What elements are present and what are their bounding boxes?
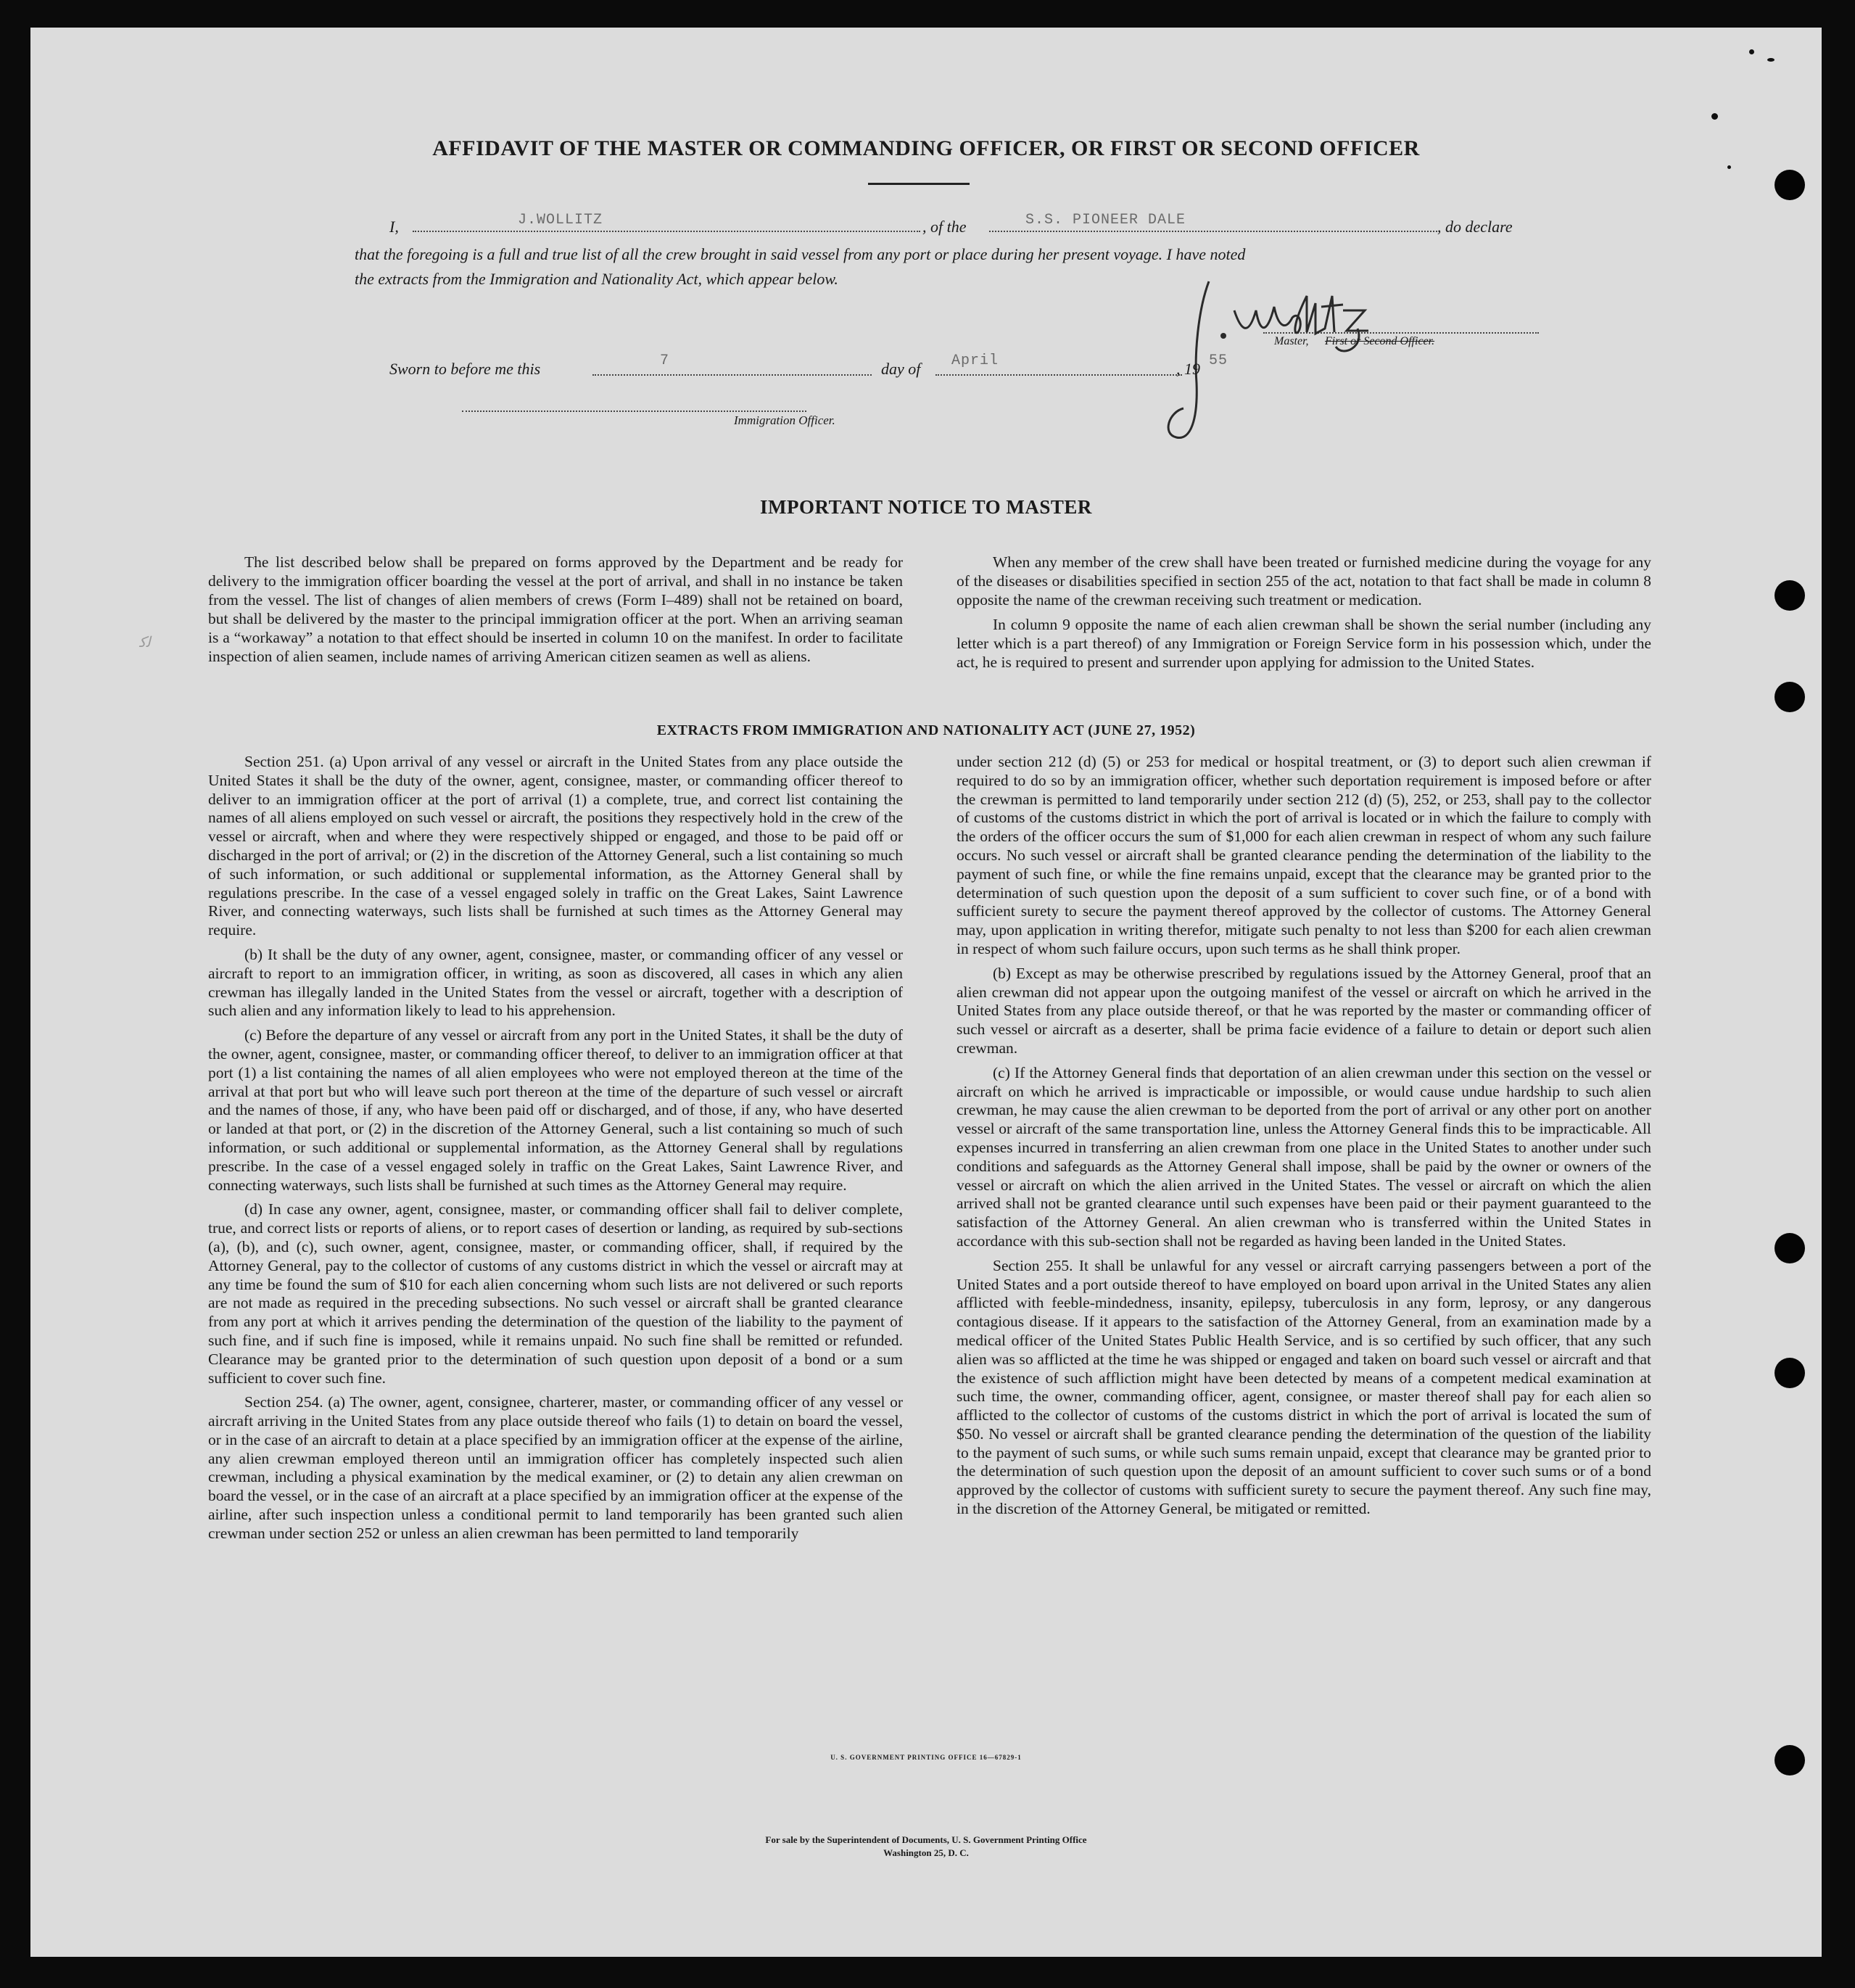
month-value: April <box>951 352 999 369</box>
declaration-line-2: that the foregoing is a full and true list of all the crew brought in said vessel from any port or place during her present voyage. I have noted <box>355 245 1246 263</box>
sale-notice <box>30 1834 1822 1860</box>
section-paragraph: Section 251. (a) Upon arrival of any vessel or aircraft in the United States from any place outside the United States it shall be the duty of the owner, agent, consignee, master, or commanding officer thereof to deliver to an immigration officer at the port of arrival (1) a complete, true, and correct list containing the names of all aliens employed on such vessel or aircraft, the positions they respectively hold in the crew of the vessel or aircraft, when and where they were respectively shipped or engaged, and those to be paid off or discharged in the port of arrival; or (2) in the discretion of the Attorney General, such a list containing so much of such information, or such additional or supplemental information, as the Attorney General shall by regulations prescribe. In the case of a vessel engaged solely in traffic on the Great Lakes, Saint Lawrence River, and connecting waterways, such lists shall be furnished at such times as the Attorney General may require. <box>208 753 903 939</box>
section-paragraph: (b) It shall be the duty of any owner, agent, consignee, master, or commanding officer of any vessel or aircraft to report to an immigration officer, in writing, as soon as discovered, all cases in which any alien crewman has illegally landed in the United States from the vessel or aircraft, together with a description of such alien and any information likely to lead to his apprehension. <box>208 945 903 1020</box>
vessel-name: S.S. PIONEER DALE <box>1025 212 1186 228</box>
speck <box>1749 49 1754 54</box>
extracts-right-column <box>957 753 1651 1525</box>
punch-hole <box>1775 1358 1805 1388</box>
month-line <box>935 374 1182 376</box>
section-paragraph: (b) Except as may be otherwise prescribed by regulations issued by the Attorney General, proof that an alien crewman did not appear upon the outgoing manifest of the vessel or aircraft on which he arrived in the United States from any place outside thereof, or that he was reported by the master or commanding officer of such vessel or aircraft as a deserter, shall be prima facie evidence of a failure to detain or deport such alien crewman. <box>957 964 1651 1057</box>
section-paragraph: Section 254. (a) The owner, agent, consignee, charterer, master, or commanding officer of any vessel or aircraft arriving in the United States from any place outside thereof who fails (1) to detain on board the vessel, or in the case of an aircraft to detain at a place specified by an immigration officer at the expense of the airline, any alien crewman employed thereon until an immigration officer has completely inspected such alien crewman, including a physical examination by the medical examiner, or (2) to detain any alien crewman on board the vessel, or in the case of an aircraft at a place specified by an immigration officer at the expense of the airline, after such inspection unless a conditional permit to land temporarily has been granted such alien crewman under section 252 or unless an alien crewman has been permitted to land temporarily <box>208 1393 903 1542</box>
notice-left-paragraph: The list described below shall be prepared on forms approved by the Department and be ready for delivery to the immigration officer boarding the vessel at the port of arrival, and shall in no instance be taken from the vessel. The list of changes of alien members of crews (Form I–489) shall not be retained on board, but shall be delivered by the master to the principal immigration officer at the port. When an arriving seaman is a “workaway” a notation to that effect should be inserted in column 10 on the manifest. In order to facilitate inspection of alien seamen, include names of arriving American citizen seamen as well as aliens. <box>208 553 903 665</box>
extracts-title: EXTRACTS FROM IMMIGRATION AND NATIONALITY ACT (JUNE 27, 1952) <box>656 722 1196 738</box>
section-paragraph: (d) In case any owner, agent, consignee, master, or commanding officer shall fail to deliver complete, true, and correct lists or reports of aliens, or to report cases of desertion or landing, as required by sub-sections (a), (b), and (c), such owner, agent, consignee, master, or commanding officer, shall, if required by the Attorney General, pay to the collector of customs of any customs district in which the vessel or aircraft may at any time be found the sum of $10 for each alien concerning whom such lists are not delivered or such reports are not made as required in the preceding subsections. No such vessel or aircraft shall be granted clearance from any port at which it arrives pending the determination of the question of the liability to the payment of such fine, and if such fine is imposed, while it remains unpaid. No such fine shall be remitted or refunded. Clearance may be granted prior to the determination of such question upon deposit of a bond or a sum sufficient to cover such fine. <box>208 1200 903 1387</box>
officer-line <box>462 411 806 412</box>
speck <box>1767 58 1775 62</box>
margin-mark: ﻟﻛ <box>139 635 151 651</box>
officer-label: Immigration Officer. <box>734 413 835 427</box>
sale-line-1: For sale by the Superintendent of Documents, U. S. Government Printing Office <box>765 1834 1087 1845</box>
declaration-line-3: the extracts from the Immigration and Nationality Act, which appear below. <box>355 270 838 288</box>
of-the-label: , of the <box>922 218 967 236</box>
notice-right-column <box>957 553 1651 677</box>
sworn-label: Sworn to before me this <box>389 360 541 378</box>
master-signature <box>1125 267 1437 455</box>
punch-hole <box>1775 1745 1805 1775</box>
notice-right-paragraph: When any member of the crew shall have been treated or furnished medicine during the voyage for any of the diseases or disabilities specified in section 255 of the act, notation to that fact shall be made in column 8 opposite the name of the crewman receiving such treatment or medication. <box>957 553 1651 609</box>
affidavit-page <box>30 28 1822 1957</box>
extracts-left-column <box>208 753 903 1549</box>
punch-hole <box>1775 580 1805 611</box>
master-label: Master, <box>1274 335 1309 347</box>
punch-hole <box>1775 1233 1805 1263</box>
notice-right-paragraph: In column 9 opposite the name of each alien crewman shall be shown the serial number (including any letter which is a part thereof) of any Immigration or Foreign Service form in his possession which, under the act, he is required to present and surrender upon applying for admission to the United States. <box>957 616 1651 671</box>
i-label: I, <box>389 218 399 236</box>
punch-hole <box>1775 682 1805 712</box>
struck-officer-label: First or Second Officer. <box>1325 335 1435 347</box>
punch-hole <box>1775 170 1805 200</box>
name-line <box>413 231 920 232</box>
notice-left-column <box>208 553 903 672</box>
affidavit-title: AFFIDAVIT OF THE MASTER OR COMMANDING OFFICER, OR FIRST OR SECOND OFFICER <box>432 136 1420 160</box>
day-value: 7 <box>660 352 670 369</box>
do-declare-label: , do declare <box>1437 218 1513 236</box>
sale-line-2: Washington 25, D. C. <box>883 1847 969 1858</box>
speck <box>1727 165 1731 169</box>
section-paragraph: Section 255. It shall be unlawful for any vessel or aircraft carrying passengers between a port of the United States and a port outside thereof to have employed on board upon arrival in the United States any alien afflicted with feeble-mindedness, insanity, epilepsy, tuberculosis in any form, leprosy, or any dangerous contagious disease. If it appears to the satisfaction of the Attorney General, from an examination made by a medical officer of the United States Public Health Service, and is so certified by such officer, that any such alien was so afflicted at the time he was shipped or engaged and taken on board such vessel or aircraft and that the existence of such affliction might have been detected by means of a competent medical examination at such time, the owner, commanding officer, agent, consignee, or master thereof shall pay for each alien so afflicted to the collector of customs of the customs district in which the port of arrival is located the sum of $50. No vessel or aircraft shall be granted clearance pending the determination of the question of the liability to the payment of such sums, or while such sums remain unpaid, except that clearance may be granted prior to the determination of such question upon the deposit of an amount sufficient to cover such sums or of a bond approved by the collector of customs with sufficient surety to secure the payment thereof. Any such fine may, in the discretion of the Attorney General, be mitigated or remitted. <box>957 1256 1651 1518</box>
section-paragraph: (c) Before the departure of any vessel or aircraft from any port in the United States, it shall be the duty of the owner, agent, consignee, master, or commanding officer thereof, to deliver to an immigration officer at that port (1) a list containing the names of all alien employees who were not employed thereon at the time of the arrival at that port but who will leave such port thereon at the time of the departure of such vessel or aircraft and the names of those, if any, who have been paid off or discharged, and of those, if any, who have deserted or landed at that port, or (2) in the discretion of the Attorney General, such a list containing so much of such information, or such additional or supplemental information, as the Attorney General shall by regulations prescribe. In the case of a vessel engaged solely in traffic on the Great Lakes, Saint Lawrence River, and connecting waterways, such lists shall be furnished at such times as the Attorney General may require. <box>208 1026 903 1194</box>
gpo-imprint: U. S. GOVERNMENT PRINTING OFFICE 16—67829-1 <box>830 1754 1022 1761</box>
year-prefix: , 19 <box>1176 360 1200 378</box>
section-paragraph: under section 212 (d) (5) or 253 for medical or hospital treatment, or (3) to deport such alien crewman if required to do so by an immigration officer, whether such deportation requirement is imposed before or after the crewman is permitted to land temporarily under section 212 (d) (5), 252, or 253, shall pay to the collector of customs of the customs district in which the port of arrival is located or in which the failure to comply with the orders of the officer occurs the sum of $1,000 for each alien crewman in respect of whom any such failure occurs. No such vessel or aircraft shall be granted clearance pending the determination of the liability to the payment of such fine, or while the fine remains unpaid, except that the clearance may be granted prior to the determination of such question upon the deposit of a sum sufficient to cover such fine, or of a bond with sufficient surety to secure the payment thereof approved by the collector of customs. The Attorney General may, upon application in writing therefor, mitigate such penalty to not less than $200 for each alien crewman in respect of whom such failure occurs, upon such terms as he shall think proper. <box>957 753 1651 957</box>
speck <box>1711 113 1718 120</box>
day-of-label: day of <box>881 360 921 378</box>
section-paragraph: (c) If the Attorney General finds that deportation of an alien crewman under this section on the vessel or aircraft on which he arrived is impracticable or impossible, or would cause undue hardship to such alien crewman, he may cause the alien crewman to be deported from the port of arrival or any other port on another vessel or aircraft of the same transportation line, unless the Attorney General finds this to be impracticable. All expenses incurred in transferring an alien crewman from one place in the United States to another under such conditions and safeguards as the Attorney General shall impose, shall be paid by the owner or owners of the vessel or aircraft on which the alien arrived in the United States. The vessel or aircraft on which the alien arrived shall not be granted clearance until such expenses have been paid or their payment guaranteed to the satisfaction of the Attorney General. An alien crewman who is transferred within the United States in accordance with this sub-section shall not be regarded as having been landed in the United States. <box>957 1063 1651 1250</box>
title-divider <box>868 183 970 185</box>
day-line <box>592 374 872 376</box>
vessel-line <box>989 231 1437 232</box>
declarant-name: J.WOLLITZ <box>518 212 603 228</box>
notice-title: IMPORTANT NOTICE TO MASTER <box>760 496 1092 518</box>
year-value: 55 <box>1209 352 1228 369</box>
